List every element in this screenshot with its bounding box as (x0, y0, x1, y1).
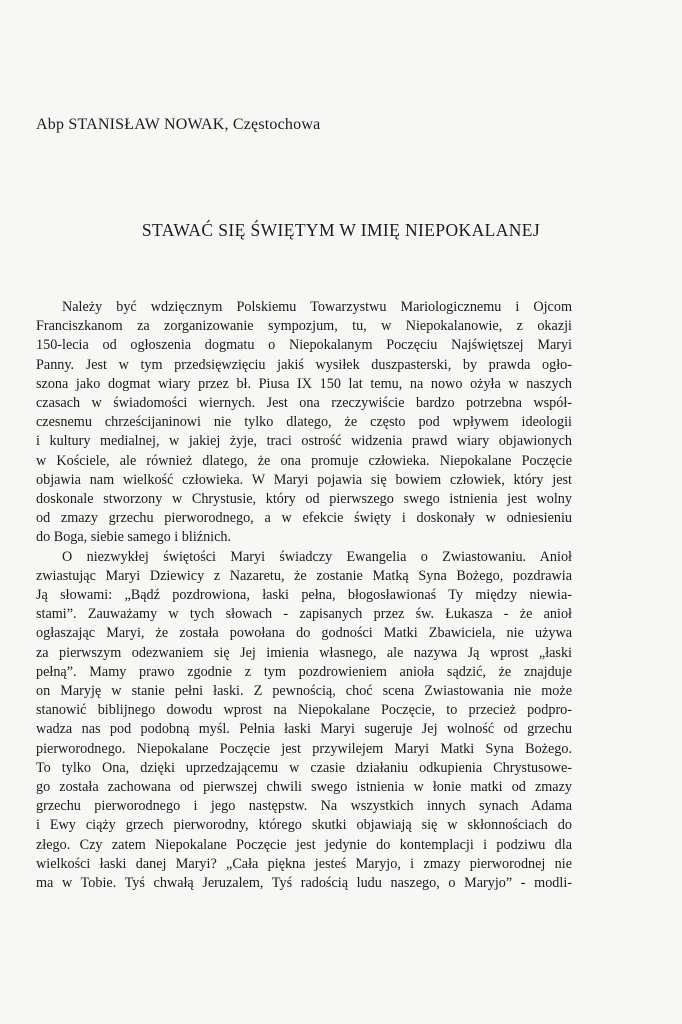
text-line: To tylko Ona, dzięki uprzedzającemu w czasie działaniu odkupienia Chrystusowe- (36, 759, 572, 776)
article-title: STAWAĆ SIĘ ŚWIĘTYM W IMIĘ NIEPOKALANEJ (141, 220, 541, 240)
text-line: wielkości łaski danej Maryi? „Cała piękna jesteś Maryjo, i zmazy pierworodnej nie (36, 855, 572, 872)
text-line: wadza nas pod podobną myśl. Pełnia łaski Maryi sugeruje Jej wolność od grzechu (36, 721, 572, 738)
text-line: zwiastując Maryi Dziewicy z Nazaretu, że zostanie Matką Syna Bożego, pozdrawia (36, 567, 572, 584)
text-line: Panny. Jest w tym przedsięwzięciu jakiś wysiłek duszpasterski, by prawda ogło- (36, 356, 572, 373)
text-line: pierworodnego. Niepokalane Poczęcie jest przywilejem Maryi Matki Syna Bożego. (36, 740, 572, 757)
text-line: grzechu pierworodnego i jego następstw. Na wszystkich innych synach Adama (36, 798, 572, 815)
text-line: czasach w świadomości wiernych. Jest ona rzeczywiście bardzo potrzebna współ- (36, 395, 572, 412)
text-line: Franciszkanom za zorganizowanie sympozjum, tu, w Niepokalanowie, z okazji (36, 318, 572, 335)
body-text (36, 298, 572, 893)
text-line: i Ewy ciąży grzech pierworodny, którego skutki objawiają się w skłonnościach do (36, 817, 572, 834)
author-line: Abp STANISŁAW NOWAK, Częstochowa (36, 116, 321, 133)
text-line: O niezwykłej świętości Maryi świadczy Ewangelia o Zwiastowaniu. Anioł (62, 548, 572, 565)
text-line: doskonale stworzony w Chrystusie, który od pierwszego swego istnienia jest wolny (36, 491, 572, 508)
text-line: i kultury medialnej, w jakiej żyje, traci ostrość widzenia prawd wiary objawionych (36, 433, 572, 450)
text-line: złego. Czy zatem Niepokalane Poczęcie jest jedynie do kontemplacji i podziwu dla (36, 836, 572, 853)
text-line: ogłaszając Maryi, że została powołana do godności Matki Zbawiciela, nie używa (36, 625, 572, 642)
text-line: Ją słowami: „Bądź pozdrowiona, łaski pełna, błogosławionaś Ty między niewia- (36, 587, 572, 604)
text-line: stanowić biblijnego dowodu wprost na Niepokalane Poczęcie, to przecież podpro- (36, 702, 572, 719)
text-line: pełną”. Mamy prawo zgodnie z tym pozdrowieniem anioła sądzić, że znajduje (36, 663, 572, 680)
text-line: ma w Tobie. Tyś chwałą Jeruzalem, Tyś radością ludu naszego, o Maryjo” - modli- (36, 875, 572, 892)
text-line: do Boga, siebie samego i bliźnich. (36, 529, 232, 546)
text-line: w Kościele, ale również dlatego, że ona promuje człowieka. Niepokalane Poczęcie (36, 452, 572, 469)
text-line: za pierwszym odezwaniem się Jej imienia własnego, ale nazywa Ją wprost „łaski (36, 644, 572, 661)
text-line: czesnemu chrześcijaninowi nie tylko dlatego, że często pod wpływem ideologii (36, 414, 572, 431)
text-line: od zmazy grzechu pierworodnego, a w efekcie święty i doskonały w odniesieniu (36, 510, 572, 527)
text-line: stami”. Zauważamy w tych słowach - zapisanych przez św. Łukasza - że anioł (36, 606, 572, 623)
text-line: szona jako dogmat wiary przez bł. Piusa IX 150 lat temu, na nowo ożyła w naszych (36, 375, 572, 392)
text-line: go została zachowana od pierwszej chwili swego istnienia w łonie matki od zmazy (36, 779, 572, 796)
text-line: Należy być wdzięcznym Polskiemu Towarzystwu Mariologicznemu i Ojcom (62, 299, 572, 315)
text-line: objawia nam wielkość człowieka. W Maryi pojawia się bowiem człowiek, który jest (36, 471, 572, 488)
text-line: on Maryję w stanie pełni łaski. Z pewnością, choć scena Zwiastowania nie może (36, 683, 572, 700)
text-line: 150-lecia od ogłoszenia dogmatu o Niepokalanym Poczęciu Najświętszej Maryi (36, 337, 572, 354)
